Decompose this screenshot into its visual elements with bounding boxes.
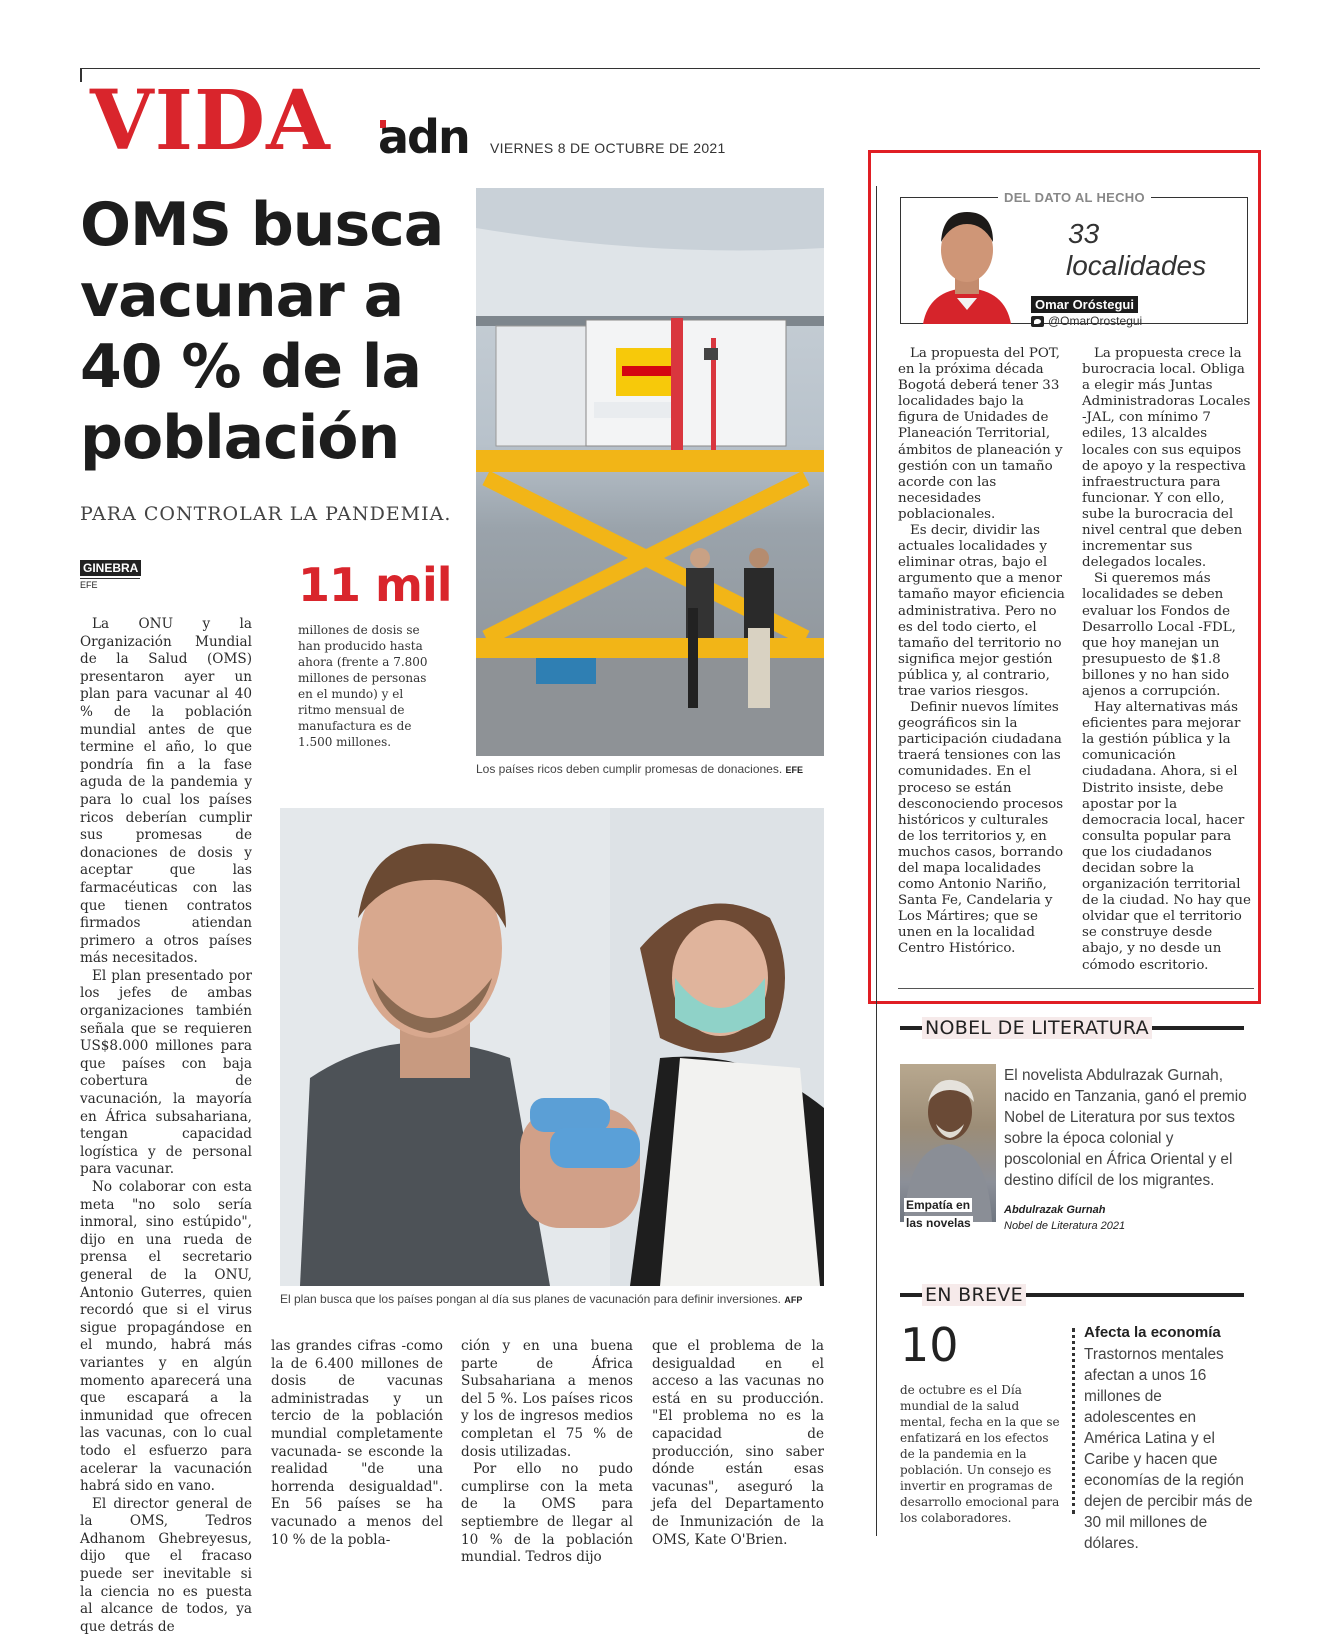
issue-date: VIERNES 8 DE OCTUBRE DE 2021 (490, 140, 726, 156)
header-rule (900, 1026, 922, 1030)
header-rule (1026, 1293, 1244, 1297)
opinion-paragraph: Si queremos más localidades se deben evaluar los Fondos de Desarrollo Local -FDL, que hoy manejan un presupuesto de $1.8 billones y no han sido ajenos a corrupción. (1082, 571, 1236, 699)
photo-credit: AFP (784, 1295, 803, 1305)
article-paragraph: Por ello no pudo cumplirse con la meta de la OMS para septiembre de llegar al 10 % de la población mundial. Tedros dijo (461, 1461, 633, 1566)
brief-divider (1072, 1328, 1075, 1514)
opinion-column-1 (898, 346, 1068, 958)
headline-line: población (80, 403, 400, 473)
headline-line: 40 % de la (80, 332, 421, 402)
nobel-title: Nobel de Literatura 2021 (1004, 1220, 1126, 1232)
article-column-4 (652, 1338, 824, 1549)
opinion-heading: localidades (1066, 250, 1207, 281)
stat-text: millones de dosis se han producido hasta ahora (frente a 7.800 millones de personas en el mundo) y el ritmo mensual de manufactura es de 1.500 millones. (298, 623, 428, 749)
opinion-bottom-rule (898, 988, 1254, 989)
opinion-number: 33 (1068, 218, 1100, 249)
article-paragraph: No colaborar con esta meta "no solo sería inmoral, sino estúpido", dijo en una rueda de prensa el secretario general de la ONU, Antonio Guterres, quien recordó que si el virus sigue propagándose en el mundo, habrá más variantes y en algún momento aparecerá una que escapará a la inmunidad que ofrecen las vacunas, con lo cual todo el esfuerzo para acelerar la vacunación habrá sido en vano. (80, 1179, 252, 1495)
stat-value: 11 mil (298, 558, 452, 612)
brief-text: Trastornos mentales afectan a unos 16 millones de adolescentes en América Latina y el Caribe y hacen que economías de la región dejen de percibir más de 30 mil millones de dólares. (1084, 1346, 1253, 1552)
section-title: VIDA (90, 73, 331, 169)
caption-text: Los países ricos deben cumplir promesas de donaciones. (476, 762, 783, 776)
author-portrait (919, 198, 1015, 324)
cargo-illustration (476, 188, 824, 756)
brief-section-header (900, 1283, 1244, 1307)
author-handle: @OmarOrostegui (1048, 314, 1143, 328)
nobel-photo-caption (904, 1196, 973, 1232)
vaccination-illustration (280, 808, 824, 1286)
brief-text: de octubre es el Día mundial de la salud mental, fecha en la que se enfatizará en los efectos de la pandemia en la población. Un consejo es invertir en programas de desarrollo emocional para los colaboradores. (900, 1383, 1060, 1525)
top-rule (80, 68, 1260, 69)
article-headline (80, 190, 470, 474)
brief-header-text: EN BREVE (922, 1284, 1026, 1306)
article-paragraph: El plan presentado por los jefes de ambas organizaciones también señala que se requieren US$8.000 millones para que países con baja cobertura de vacunación, la mayoría en África subsahariana, tengan capacidad logística y de personal para vacunar. (80, 967, 252, 1178)
caption-line: las novelas (906, 1216, 971, 1230)
twitter-icon (1031, 316, 1044, 327)
nobel-name: Abdulrazak Gurnah (1004, 1204, 1106, 1216)
nobel-text: El novelista Abdulrazak Gurnah, nacido en Tanzania, ganó el premio Nobel de Literatura por sus textos sobre la época colonial y poscolonial en África Oriental y el destino difícil de los migrantes. (1004, 1067, 1247, 1189)
photo-caption (280, 1292, 802, 1306)
opinion-paragraph: Definir nuevos límites geográficos sin la participación ciudadana traerá tensiones con las comunidades. En el proceso se están desconociendo procesos históricos y culturales de los territorios y, en muchos casos, borrando del mapa localidades como Antonio Nariño, Santa Fe, Candelaria y Los Mártires; que se unen en la localidad Centro Histórico. (898, 700, 1064, 957)
brand-logo: adn (378, 110, 469, 164)
article-subhead: PARA CONTROLAR LA PANDEMIA. (80, 503, 452, 525)
opinion-label: DEL DATO AL HECHO (998, 190, 1151, 205)
nobel-section-header (900, 1016, 1244, 1040)
opinion-paragraph: Hay alternativas más eficientes para mejorar la gestión pública y la comunicación ciudadana. Ahora, si el Distrito insiste, debe apostar por la democracia local, hacer consulta popular para que los ciudadanos decidan sobre la organización territorial de la ciudad. No hay que olvidar que el territorio se construye desde abajo, y no desde un cómodo escritorio. (1082, 700, 1251, 973)
photo-vaccine-cargo (476, 188, 824, 756)
author-handle-row (1031, 314, 1142, 328)
brief-number: 10 (900, 1318, 959, 1372)
header-rule (900, 1293, 922, 1297)
photo-credit: EFE (785, 765, 804, 775)
header-rule (1152, 1026, 1244, 1030)
article-paragraph: las grandes cifras -como la de 6.400 millones de dosis de vacunas administradas y un tercio de la población mundial completamente vacunada- se esconde la realidad "de una horrenda desigualdad". En 56 países se ha vacunado a menos del 10 % de la pobla- (271, 1338, 443, 1548)
dateline: GINEBRA (80, 560, 141, 576)
photo-caption (476, 762, 803, 776)
article-paragraph: El director general de la OMS, Tedros Adhanom Ghebreyesus, dijo que el fracaso puede ser inevitable si la ciencia no es puesta al alcance de todos, ya que detrás de (80, 1495, 252, 1635)
caption-text: El plan busca que los países pongan al día sus planes de vacunación para definir inversiones. (280, 1292, 781, 1306)
top-rule-tick (80, 68, 82, 82)
caption-line: Empatía en (906, 1198, 971, 1212)
article-paragraph: La ONU y la Organización Mundial de la Salud (OMS) presentaron ayer un plan para vacunar al 40 % de la población mundial antes de que termine el año, lo que pondría fin a la fase aguda de la pandemia y para lo cual los países ricos deberían cumplir sus promesas de donaciones de dosis y aceptar que las farmacéuticas con las que tienen contratos firmados atiendan primero a otros países más necesitados. (80, 616, 252, 967)
article-paragraph: ción y en una buena parte de África Subsahariana a menos del 5 %. Los países ricos y los de ingresos medios completan el 75 % de dosis utilizadas. (461, 1338, 633, 1460)
photo-vaccination (280, 808, 824, 1286)
brief-title: Afecta la economía (1084, 1324, 1221, 1341)
opinion-paragraph: La propuesta crece la burocracia local. Obliga a elegir más Juntas Administradoras Locales -JAL, con mínimo 7 ediles, 13 alcaldes locales con sus equipos de apoyo y la respectiva infraestructura para funcionar. Y con ello, sube la burocracia del nivel central que deben incrementar sus delegados locales. (1082, 346, 1251, 571)
sidebar-rule (876, 186, 877, 1536)
article-paragraph: que el problema de la desigualdad en el acceso a las vacunas no está en su producción. "El problema no es la capacidad de producción, sino saber dónde están esas vacunas", aseguró la jefa del Departamento de Inmunización de la OMS, Kate O'Brien. (652, 1338, 824, 1548)
headline-line: OMS busca (80, 190, 444, 260)
nobel-header-text: NOBEL DE LITERATURA (922, 1017, 1152, 1039)
agency-credit: EFE (80, 578, 140, 590)
article-column-3 (461, 1338, 633, 1567)
headline-line: vacunar a (80, 261, 404, 331)
opinion-column-2 (1082, 346, 1252, 974)
opinion-paragraph: La propuesta del POT, en la próxima década Bogotá deberá tener 33 localidades bajo la figura de Unidades de Planeación Territorial, ámbitos de planeación y gestión con un tamaño acorde con las necesidades poblacionales. (898, 346, 1063, 522)
article-column-1 (80, 616, 252, 1636)
article-column-2 (271, 1338, 443, 1549)
opinion-paragraph: Es decir, dividir las actuales localidades y eliminar otras, bajo el argumento que a menor tamaño mayor eficiencia administrativa. Pero no es del todo cierto, el tamaño del territorio no significa mejor gestión pública y, al contrario, trae varios riesgos. (898, 523, 1065, 699)
author-name: Omar Oróstegui (1031, 296, 1138, 313)
